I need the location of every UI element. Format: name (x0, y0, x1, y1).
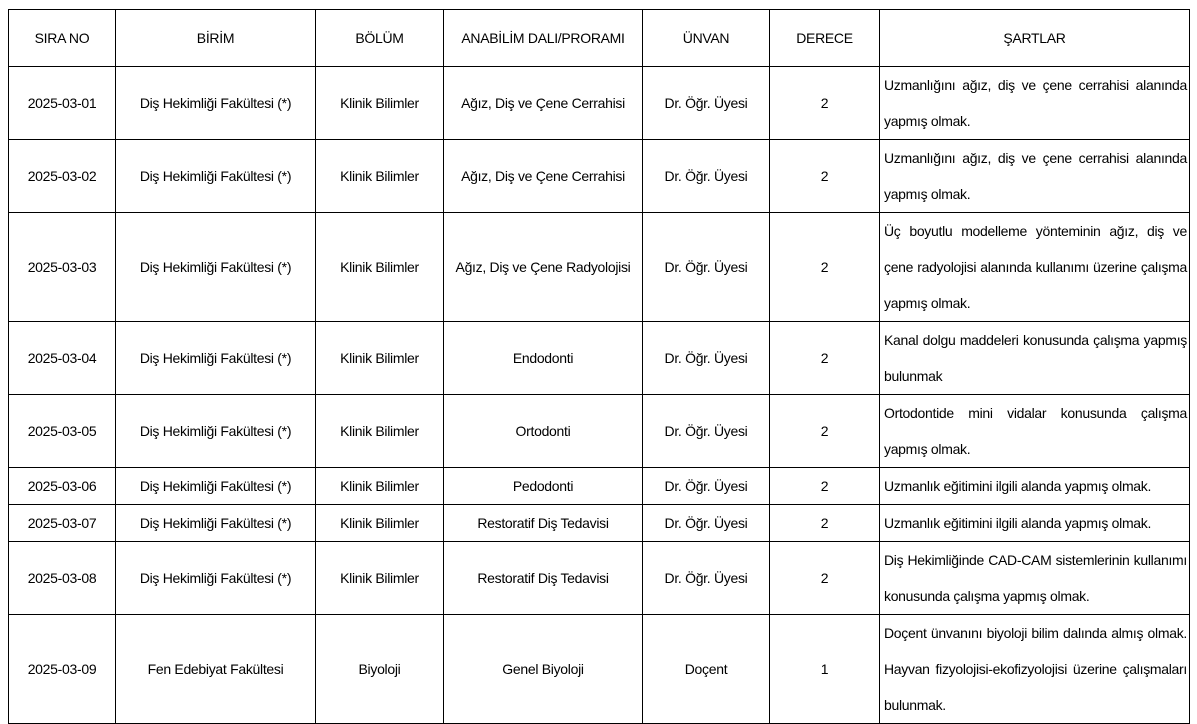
cell-derece: 2 (770, 67, 880, 140)
cell-anabilim: Ağız, Diş ve Çene Cerrahisi (444, 140, 643, 213)
header-unvan: ÜNVAN (643, 10, 770, 67)
table-row (9, 542, 1190, 615)
cell-birim: Diş Hekimliği Fakültesi (*) (116, 213, 316, 322)
cell-birim: Diş Hekimliği Fakültesi (*) (116, 67, 316, 140)
cell-derece: 2 (770, 322, 880, 395)
cell-sira-no: 2025-03-07 (9, 505, 116, 542)
cell-bolum: Biyoloji (316, 615, 444, 724)
cell-anabilim: Pedodonti (444, 468, 643, 505)
cell-bolum: Klinik Bilimler (316, 322, 444, 395)
cell-anabilim: Genel Biyoloji (444, 615, 643, 724)
cell-anabilim: Ağız, Diş ve Çene Cerrahisi (444, 67, 643, 140)
header-derece: DERECE (770, 10, 880, 67)
table-row (9, 67, 1190, 140)
cell-anabilim: Endodonti (444, 322, 643, 395)
cell-birim: Diş Hekimliği Fakültesi (*) (116, 505, 316, 542)
cell-unvan: Dr. Öğr. Üyesi (643, 67, 770, 140)
cell-derece: 2 (770, 468, 880, 505)
positions-table (8, 9, 1190, 724)
cell-unvan: Dr. Öğr. Üyesi (643, 322, 770, 395)
cell-derece: 2 (770, 505, 880, 542)
cell-sira-no: 2025-03-01 (9, 67, 116, 140)
cell-sartlar: Uzmanlık eğitimini ilgili alanda yapmış olmak. (880, 505, 1190, 542)
table-row (9, 468, 1190, 505)
cell-sira-no: 2025-03-05 (9, 395, 116, 468)
header-bolum: BÖLÜM (316, 10, 444, 67)
cell-bolum: Klinik Bilimler (316, 67, 444, 140)
cell-sartlar: Kanal dolgu maddeleri konusunda çalışma yapmış bulunmak (880, 322, 1190, 395)
cell-unvan: Dr. Öğr. Üyesi (643, 213, 770, 322)
cell-derece: 2 (770, 395, 880, 468)
table-row (9, 322, 1190, 395)
cell-derece: 2 (770, 213, 880, 322)
cell-sartlar: Uzmanlık eğitimini ilgili alanda yapmış olmak. (880, 468, 1190, 505)
cell-birim: Diş Hekimliği Fakültesi (*) (116, 140, 316, 213)
header-sira-no: SIRA NO (9, 10, 116, 67)
cell-birim: Diş Hekimliği Fakültesi (*) (116, 468, 316, 505)
table-row (9, 213, 1190, 322)
cell-birim: Diş Hekimliği Fakültesi (*) (116, 322, 316, 395)
cell-bolum: Klinik Bilimler (316, 395, 444, 468)
cell-sira-no: 2025-03-02 (9, 140, 116, 213)
cell-sartlar: Diş Hekimliğinde CAD-CAM sistemlerinin kullanımı konusunda çalışma yapmış olmak. (880, 542, 1190, 615)
cell-sira-no: 2025-03-03 (9, 213, 116, 322)
cell-unvan: Doçent (643, 615, 770, 724)
cell-unvan: Dr. Öğr. Üyesi (643, 468, 770, 505)
table-row (9, 395, 1190, 468)
cell-unvan: Dr. Öğr. Üyesi (643, 542, 770, 615)
header-sartlar: ŞARTLAR (880, 10, 1190, 67)
cell-birim: Fen Edebiyat Fakültesi (116, 615, 316, 724)
table-row (9, 615, 1190, 724)
cell-unvan: Dr. Öğr. Üyesi (643, 505, 770, 542)
cell-birim: Diş Hekimliği Fakültesi (*) (116, 395, 316, 468)
table-row (9, 140, 1190, 213)
cell-anabilim: Restoratif Diş Tedavisi (444, 505, 643, 542)
cell-anabilim: Ağız, Diş ve Çene Radyolojisi (444, 213, 643, 322)
cell-derece: 2 (770, 542, 880, 615)
cell-bolum: Klinik Bilimler (316, 213, 444, 322)
cell-bolum: Klinik Bilimler (316, 505, 444, 542)
cell-derece: 2 (770, 140, 880, 213)
cell-sira-no: 2025-03-09 (9, 615, 116, 724)
table-row (9, 505, 1190, 542)
cell-sira-no: 2025-03-08 (9, 542, 116, 615)
cell-bolum: Klinik Bilimler (316, 140, 444, 213)
cell-unvan: Dr. Öğr. Üyesi (643, 140, 770, 213)
cell-bolum: Klinik Bilimler (316, 468, 444, 505)
cell-sartlar: Ortodontide mini vidalar konusunda çalışma yapmış olmak. (880, 395, 1190, 468)
cell-bolum: Klinik Bilimler (316, 542, 444, 615)
cell-sartlar: Uzmanlığını ağız, diş ve çene cerrahisi alanında yapmış olmak. (880, 67, 1190, 140)
cell-sartlar: Üç boyutlu modelleme yönteminin ağız, diş ve çene radyolojisi alanında kullanımı üzerine çalışma yapmış olmak. (880, 213, 1190, 322)
cell-anabilim: Restoratif Diş Tedavisi (444, 542, 643, 615)
header-anabilim: ANABİLİM DALI/PRORAMI (444, 10, 643, 67)
cell-sartlar: Doçent ünvanını biyoloji bilim dalında almış olmak. Hayvan fizyolojisi-ekofizyolojisi üzerine çalışmaları bulunmak. (880, 615, 1190, 724)
cell-derece: 1 (770, 615, 880, 724)
header-birim: BİRİM (116, 10, 316, 67)
cell-sartlar: Uzmanlığını ağız, diş ve çene cerrahisi alanında yapmış olmak. (880, 140, 1190, 213)
cell-sira-no: 2025-03-06 (9, 468, 116, 505)
cell-unvan: Dr. Öğr. Üyesi (643, 395, 770, 468)
cell-birim: Diş Hekimliği Fakültesi (*) (116, 542, 316, 615)
header-row (9, 10, 1190, 67)
cell-anabilim: Ortodonti (444, 395, 643, 468)
cell-sira-no: 2025-03-04 (9, 322, 116, 395)
